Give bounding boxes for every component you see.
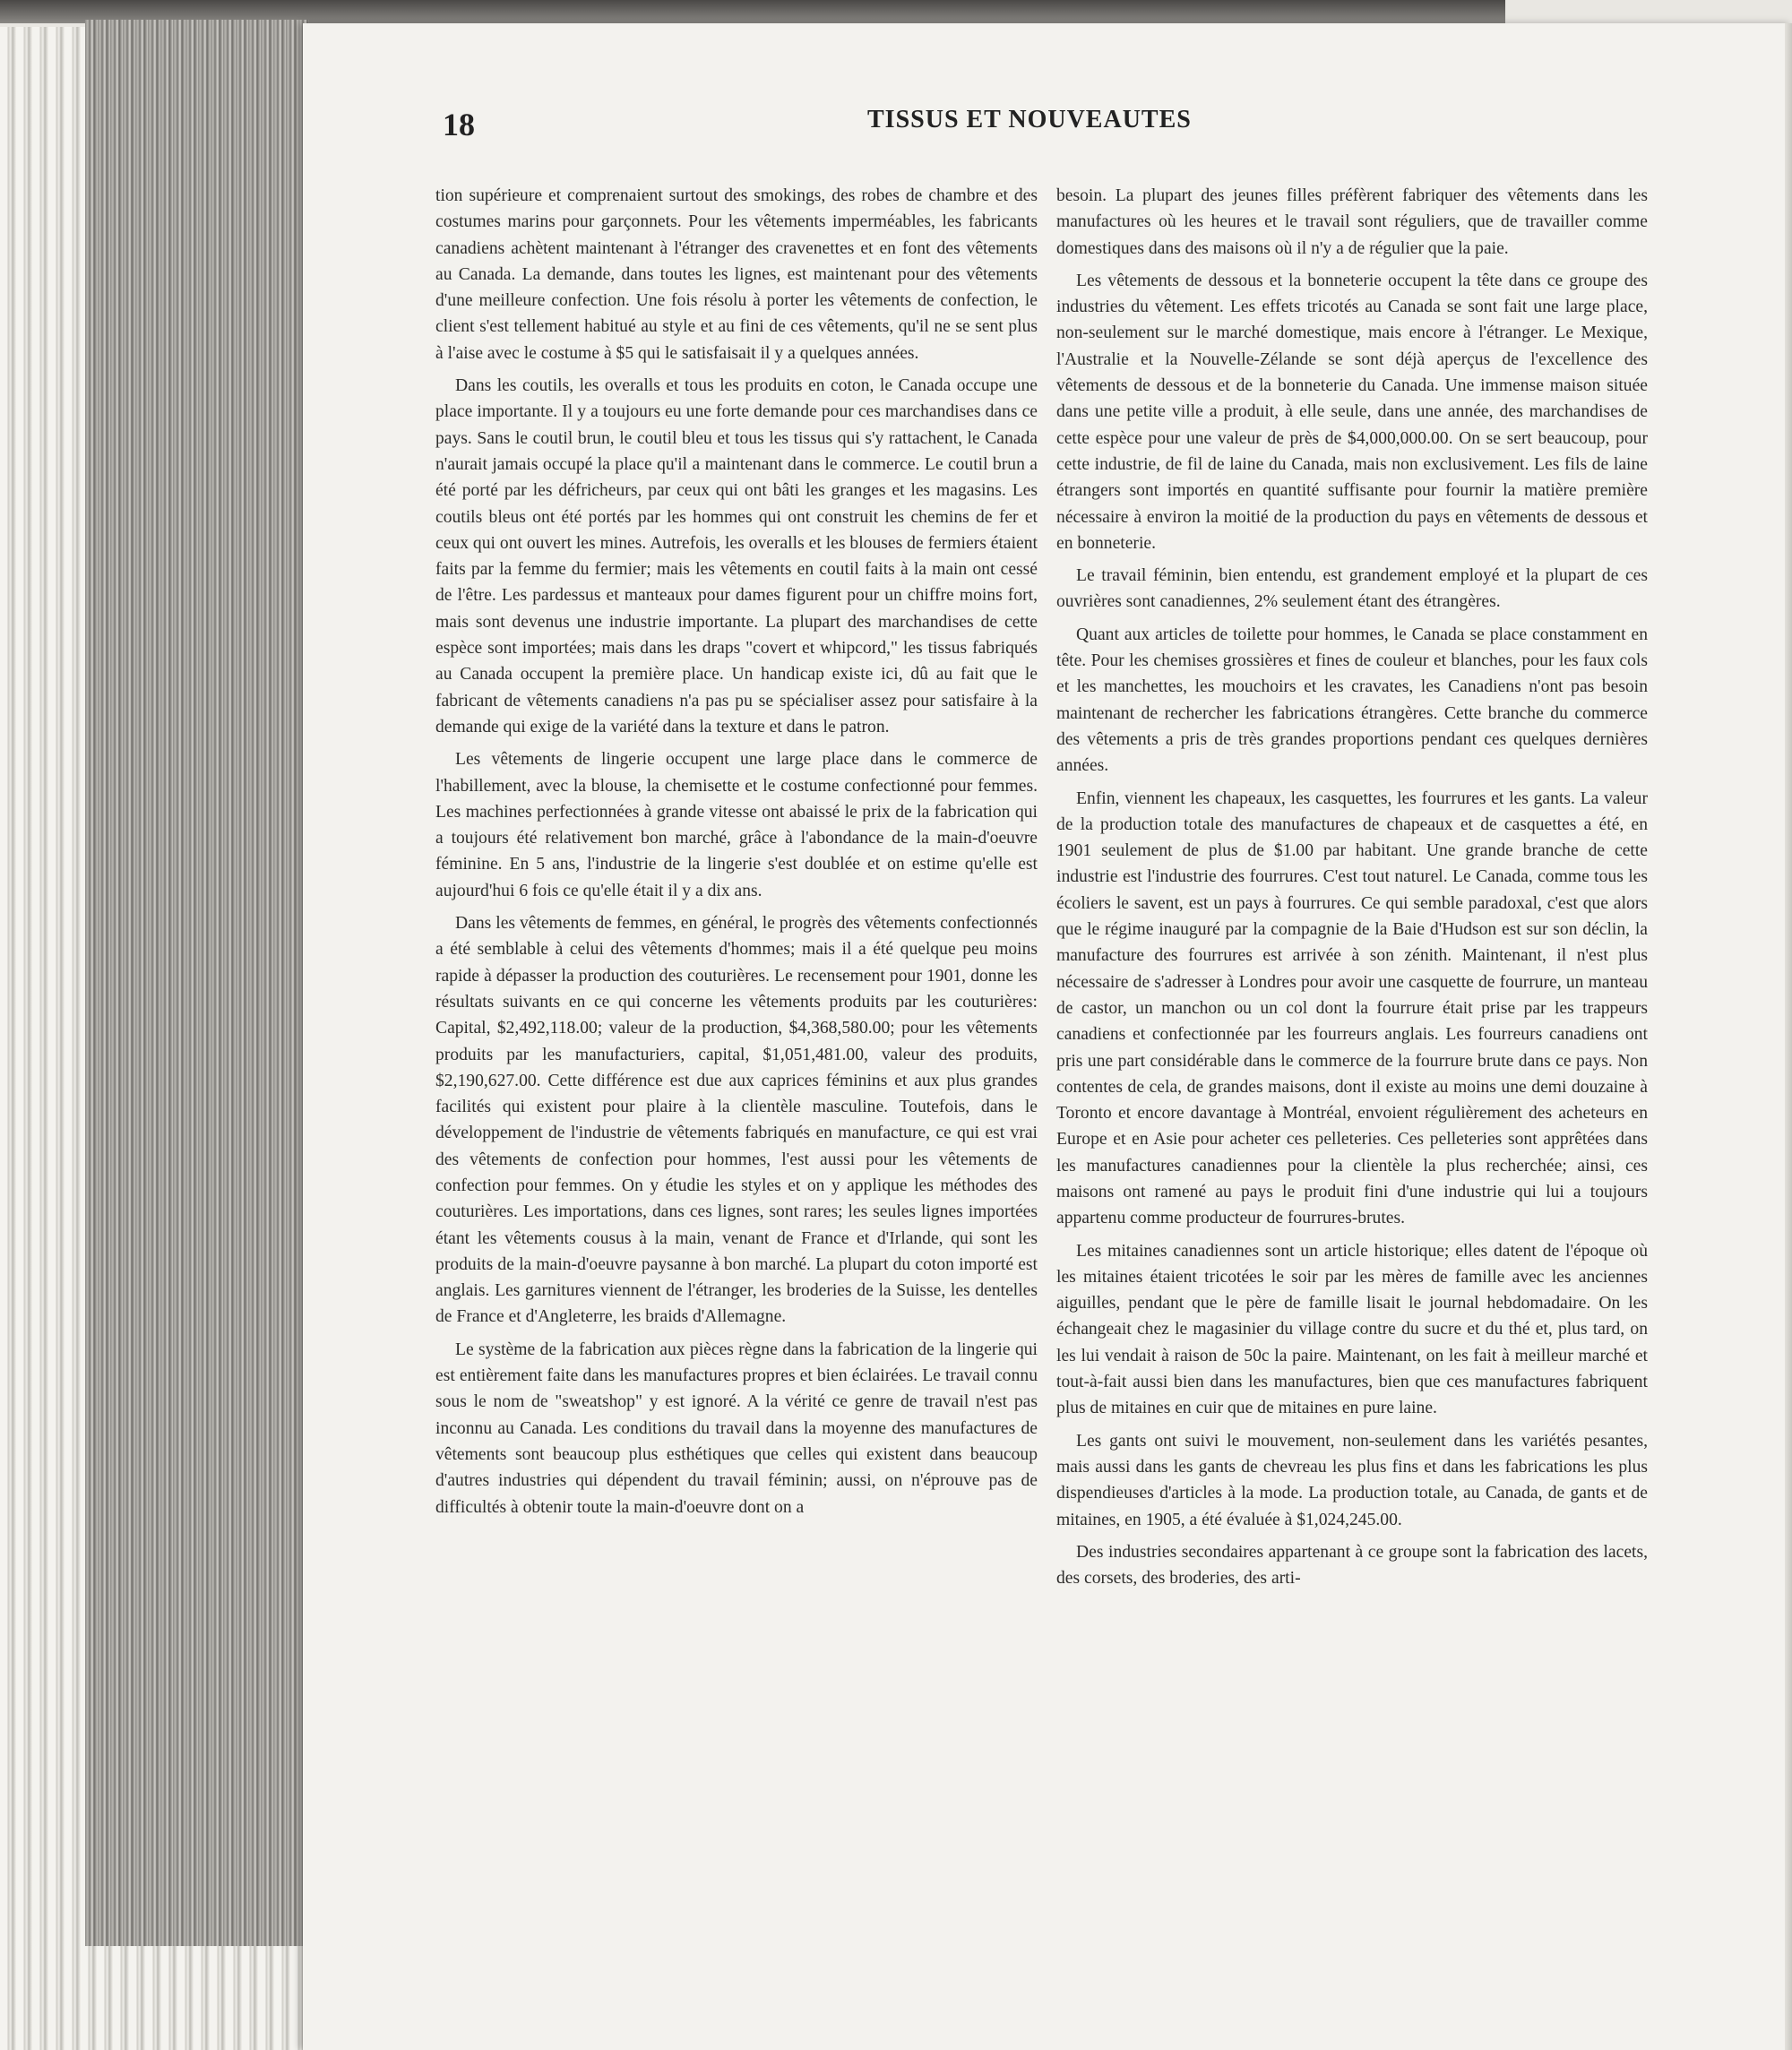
left-column [435, 183, 1038, 1527]
paragraph: Le système de la fabrication aux pièces règne dans la fabrication de la lingerie qui est entièrement faite dans les manufactures propres et bien éclairées. Le travail connu sous le nom de "sweatshop" y est ignoré. A la vérité ce genre de travail n'est pas inconnu au Canada. Les conditions du travail dans la moyenne des manufactures de vêtements sont beaucoup plus esthétiques que celles qui existent dans beaucoup d'autres industries qui dépendent du travail féminin; aussi, on n'éprouve pas de difficultés à obtenir toute la main-d'oeuvre dont on a [435, 1339, 1038, 1517]
paragraph: Enfin, viennent les chapeaux, les casquettes, les fourrures et les gants. La valeur de la production totale des manufactures de chapeaux et de casquettes a été, en 1901 seulement de plus de $1.00 par habitant. Une grande branche de cette industrie est l'industrie des fourrures. C'est tout naturel. Le Canada, comme tous les écoliers le savent, est un pays à fourrures. Ce qui semble paradoxal, c'est que alors que le régime inauguré par la compagnie de la Baie d'Hudson est sur son déclin, la manufacture des fourrures est arrivée à son zénith. Maintenant, il n'est plus nécessaire de s'adresser à Londres pour avoir une casquette de fourrure, un manteau de castor, un manchon ou un col dont la fourrure était prise par les trappeurs canadiens et confectionnée par les fourreurs anglais. Les fourreurs canadiens ont pris une part considérable dans le commerce de la fourrure brute dans ce pays. Non contentes de cela, de grandes maisons, dont il existe au moins une demi douzaine à Toronto et encore davantage à Montréal, envoient régulièrement des acheteurs en Europe et en Asie pour acheter ces pelleteries. Ces pelleteries sont apprêtées dans les manufactures canadiennes pour la clientèle la plus recherchée; ainsi, ces maisons ont ramené au pays le produit fini d'une industrie qui lui a toujours appartenu comme producteur de fourrures-brutes. [1056, 788, 1648, 1228]
paragraph: Dans les coutils, les overalls et tous les produits en coton, le Canada occupe une place importante. Il y a toujours eu une forte demande pour ces marchandises dans ce pays. Sans le coutil brun, le coutil bleu et tous les tissus qui s'y rattachent, le Canada n'aurait jamais occupé la place qu'il a maintenant dans le commerce. Le coutil brun a été porté par les défricheurs, par ceux qui ont bâti les granges et les magasins. Les coutils bleus ont été portés par les hommes qui ont construit les chemins de fer et ceux qui ont ouvert les mines. Autrefois, les overalls et les blouses de fermiers étaient faits par la femme du fermier; mais les vêtements en coutil faits à la main ont cessé de l'être. Les pardessus et manteaux pour dames figurent pour un chiffre moins fort, mais sont devenus une industrie importante. La plupart des marchandises de cette espèce sont importées; mais dans les draps "covert et whipcord," les tissus fabriqués au Canada occupent la première place. Un handicap existe ici, dû au fait que le fabricant de vêtements canadiens n'a pas pu se spécialiser assez pour satisfaire à la demande qui exige de la variété dans la texture et dans le patron. [435, 376, 1038, 736]
background-corner [1505, 0, 1792, 23]
paragraph: Les mitaines canadiennes sont un article historique; elles datent de l'époque où les mitaines étaient tricotées le soir par les mères de famille avec les anciennes aiguilles, pendant que le père de famille lisait le journal hebdomadaire. On les échangeait chez le magasinier du village contre du sucre et du thé et, plus tard, on les lui vendait à raison de 50c la paire. Maintenant, on les fait à meilleur marché et tout-à-fait aussi bien dans les manufactures, bien que ces manufactures fabriquent plus de mitaines en cuir que de mitaines en pure laine. [1056, 1241, 1648, 1418]
paragraph: Des industries secondaires appartenant à ce groupe sont la fabrication des lacets, des corsets, des broderies, des arti- [1056, 1542, 1648, 1589]
paragraph: Quant aux articles de toilette pour hommes, le Canada se place constamment en tête. Pour les chemises grossières et fines de couleur et blanches, pour les faux cols et les manchettes, les mouchoirs et les cravates, les Canadiens n'ont pas besoin maintenant de rechercher les fabrications étrangères. Cette branche du commerce des vêtements a pris de très grandes proportions pendant ces quelques dernières années. [1056, 624, 1648, 776]
paragraph: tion supérieure et comprenaient surtout des smokings, des robes de chambre et des costumes marins pour garçonnets. Pour les vêtements imperméables, les fabricants canadiens achètent maintenant à l'étranger des cravenettes et en font des vêtements au Canada. La demande, dans toutes les lignes, est maintenant pour des vêtements d'une meilleure confection. Une fois résolu à porter les vêtements de confection, le client s'est tellement habitué au style et au fini de ces vêtements, qu'il ne se sent plus à l'aise avec le costume à $5 qui le satisfaisait il y a quelques années. [435, 186, 1038, 363]
paragraph: Dans les vêtements de femmes, en général, le progrès des vêtements confectionnés a été semblable à celui des vêtements d'hommes; mais il a été quelque peu moins rapide à dépasser la production des couturières. Le recensement pour 1901, donne les résultats suivants en ce qui concerne les vêtements produits par les couturières: Capital, $2,492,118.00; valeur de la production, $4,368,580.00; pour les vêtements produits par les manufacturiers, capital, $1,051,481.00, valeur des produits, $2,190,627.00. Cette différence est due aux caprices féminins et aux plus grandes facilités qui existent pour plaire à la clientèle masculine. Toutefois, dans le développement de l'industrie de vêtements fabriqués en manufacture, ce qui est vrai des vêtements de confection pour hommes, l'est aussi pour les vêtements de confection pour femmes. On y étudie les styles et on y applique les méthodes des couturières. Les importations, dans ces lignes, sont rares; les seules lignes importées étant les vêtements cousus à la main, venant de France et d'Irlande, qui sont les produits de la main-d'oeuvre paysanne à bon marché. La plupart du coton importé est anglais. Les garnitures viennent de l'étranger, les broderies de la Suisse, les dentelles de France et d'Angleterre, les braids d'Allemagne. [435, 914, 1038, 1327]
page-edge-shadow [1785, 23, 1792, 2050]
book-page-stack [85, 20, 309, 1946]
paragraph: Le travail féminin, bien entendu, est grandement employé et la plupart de ces ouvrières sont canadiennes, 2% seulement étant des étrangères. [1056, 566, 1648, 612]
right-column [1056, 183, 1648, 1598]
paragraph: Les gants ont suivi le mouvement, non-seulement dans les variétés pesantes, mais aussi dans les gants de chevreau les plus fins et dans les fabrications les plus dispendieuses d'articles à la mode. La production totale, au Canada, de gants et de mitaines, en 1905, a été évaluée à $1,024,245.00. [1056, 1431, 1648, 1529]
paragraph: Les vêtements de dessous et la bonneterie occupent la tête dans ce groupe des industries du vêtement. Les effets tricotés au Canada se sont fait une large place, non-seulement sur le marché domestique, mais encore à l'étranger. Le Mexique, l'Australie et la Nouvelle-Zélande se sont déjà aperçus de l'excellence des vêtements de dessous et de la bonneterie du Canada. Une immense maison située dans une petite ville a produit, à elle seule, dans une année, des marchandises de cette espèce pour une valeur de près de $4,000,000.00. On se sert beaucoup, pour cette industrie, de fil de laine du Canada, mais non exclusivement. Les fils de laine étrangers sont importés en quantité suffisante pour fournir la matière première nécessaire à environ la moitié de la production du pays en vêtements de dessous et en bonneterie. [1056, 271, 1648, 553]
paragraph: besoin. La plupart des jeunes filles préfèrent fabriquer des vêtements dans les manufactures où les heures et le travail sont réguliers, que de travailler comme domestiques dans des maisons où il n'y a de régulier que la paie. [1056, 186, 1648, 258]
book-page [303, 23, 1792, 2050]
running-head: TISSUS ET NOUVEAUTES [867, 106, 1192, 134]
page-number: 18 [443, 107, 475, 142]
paragraph: Les vêtements de lingerie occupent une large place dans le commerce de l'habillement, avec la blouse, la chemisette et le costume confectionné pour femmes. Les machines perfectionnées à grande vitesse ont abaissé le prix de la fabrication qui a toujours été relativement bon marché, grâce à l'abondance de la main-d'oeuvre féminine. En 5 ans, l'industrie de la lingerie s'est doublée et on estime qu'elle est aujourd'hui 6 fois ce qu'elle était il y a dix ans. [435, 750, 1038, 900]
